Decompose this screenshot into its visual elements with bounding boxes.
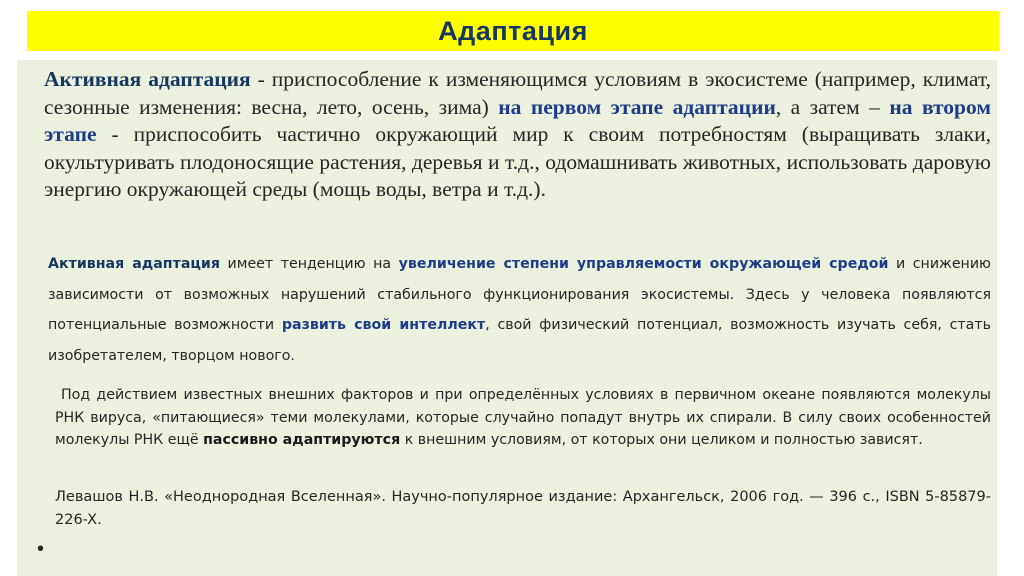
develop-intellect-highlight: развить свой интеллект	[281, 317, 486, 333]
first-stage-highlight: на первом этапе адаптации	[498, 94, 776, 119]
para2-text3: , свой физический потенциал, возможность изучать себя, стать изобретателем, творцом нового.	[48, 317, 991, 364]
term-active-adaptation-2: Активная адаптация	[48, 256, 220, 272]
empty-bullet: •	[37, 538, 45, 560]
para2-text1: имеет тенденцию на	[219, 256, 399, 272]
second-stage-highlight: на втором этапе	[44, 94, 991, 146]
paragraph-rna-passive-adaptation	[55, 384, 991, 452]
para2-text2: и снижению зависимости от возможных нарушений стабильного функционирования экосистемы. Здесь у человека появляются потенциальные возможности	[48, 256, 992, 333]
citation: Левашов Н.В. «Неоднородная Вселенная». Научно-популярное издание: Архангельск, 2006 год. — 396 с., ISBN 5-85879-226-X.	[55, 489, 991, 528]
passive-adaptation-bold: пассивно адаптируются	[203, 432, 401, 448]
title-bar	[27, 11, 999, 51]
para3-text2: к внешним условиям, от которых они целиком и полностью зависят.	[400, 432, 923, 448]
para3-text1: Под действием известных внешних факторов и при определённых условиях в первичном океане появляются молекулы РНК вируса, «питающиеся» теми молекулами, которые случайно попадут внутрь их спирали. В силу своих особенностей молекулы РНК ещё	[55, 387, 991, 448]
control-environment-highlight: увеличение степени управляемости окружающей средой	[398, 256, 889, 272]
paragraph-active-adaptation-tendency	[48, 249, 991, 371]
para1-text2: , а затем –	[775, 94, 890, 119]
para1-text1: - приспособление к изменяющимся условиям в экосистеме (например, климат, сезонные изменения: весна, лето, осень, зима)	[44, 67, 991, 119]
paragraph-active-adaptation-definition	[44, 66, 991, 204]
para1-text3: - приспособить частично окружающий мир к своим потребностям (выращивать злаки, окультуривать плодоносящие растения, деревья и т.д., одомашнивать животных, использовать даровую энергию окружающей среды (мощь воды, ветра и т.д.).	[44, 122, 991, 201]
term-active-adaptation: Активная адаптация	[44, 67, 251, 91]
slide-title: Адаптация	[438, 15, 588, 46]
